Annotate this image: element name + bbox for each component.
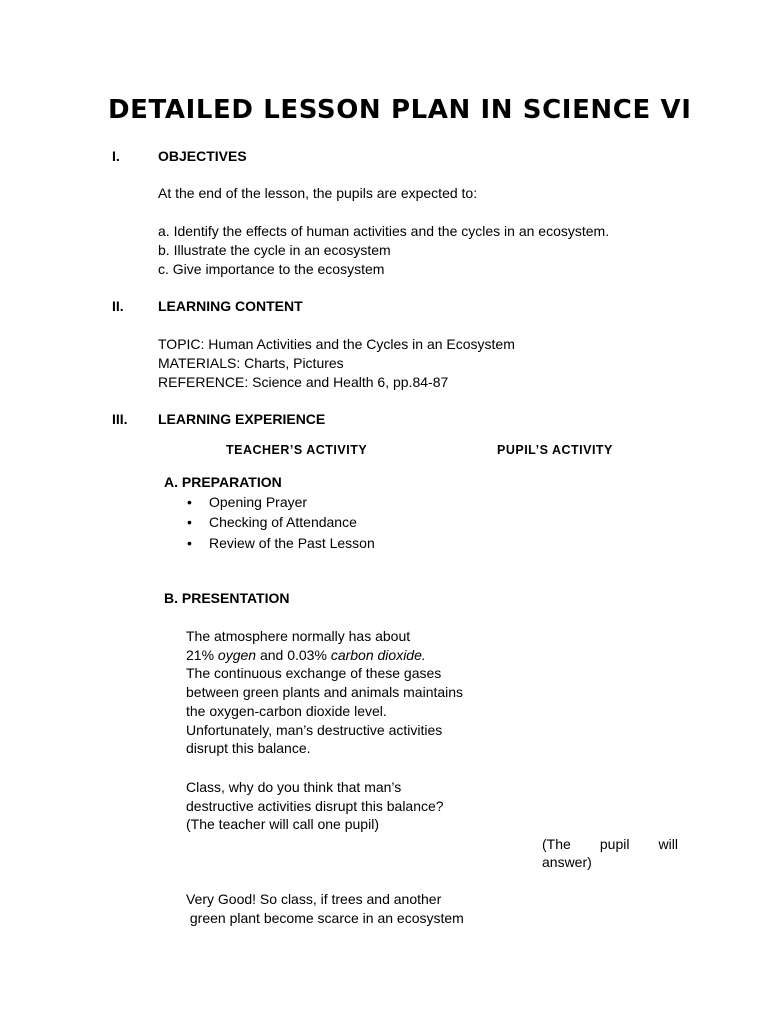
preparation-item: Opening Prayer bbox=[209, 494, 308, 510]
para3-line: green plant become scarce in an ecosystem bbox=[186, 909, 464, 926]
teacher-activity-column-header: TEACHER’S ACTIVITY bbox=[226, 443, 368, 457]
objective-item-a: a. Identify the effects of human activities and the cycles in an ecosystem. bbox=[158, 223, 610, 239]
preparation-item: Checking of Attendance bbox=[209, 514, 357, 530]
pupil-answer-word: (The bbox=[542, 836, 571, 852]
section-heading-objectives: OBJECTIVES bbox=[158, 148, 247, 164]
presentation-paragraph-2 bbox=[186, 778, 476, 834]
pupil-answer-line-2: answer) bbox=[542, 854, 592, 870]
para1-line: disrupt this balance. bbox=[186, 740, 311, 757]
preparation-heading: A. PREPARATION bbox=[164, 474, 282, 490]
section-heading-experience: LEARNING EXPERIENCE bbox=[158, 411, 326, 427]
para1-line: the oxygen-carbon dioxide level. bbox=[186, 702, 387, 719]
pupil-activity-column-header: PUPIL’S ACTIVITY bbox=[497, 443, 613, 457]
content-topic: TOPIC: Human Activities and the Cycles in an Ecosystem bbox=[158, 336, 515, 352]
para2-line: destructive activities disrupt this balance? bbox=[186, 797, 444, 814]
para1-line: Unfortunately, man’s destructive activities bbox=[186, 721, 443, 738]
para1-line-gases bbox=[186, 646, 476, 665]
oxygen-term: oygen bbox=[217, 646, 257, 663]
presentation-heading: B. PRESENTATION bbox=[164, 590, 290, 606]
oxygen-percent: 21% bbox=[186, 646, 218, 663]
objectives-intro: At the end of the lesson, the pupils are expected to: bbox=[158, 185, 478, 201]
pupil-answer-word: pupil bbox=[599, 836, 630, 852]
presentation-paragraph-3 bbox=[186, 890, 476, 927]
content-reference: REFERENCE: Science and Health 6, pp.84-87 bbox=[158, 374, 449, 390]
objective-item-c: c. Give importance to the ecosystem bbox=[158, 261, 385, 277]
page-title: DETAILED LESSON PLAN IN SCIENCE VI bbox=[108, 95, 692, 125]
co2-term: carbon dioxide. bbox=[330, 646, 426, 663]
bullet-icon: • bbox=[187, 535, 192, 551]
presentation-paragraph-1 bbox=[186, 627, 476, 758]
objective-item-b: b. Illustrate the cycle in an ecosystem bbox=[158, 242, 391, 258]
pupil-answer-line-1 bbox=[542, 835, 678, 853]
section-number-experience: III. bbox=[112, 411, 128, 427]
pupil-answer-word: will bbox=[658, 836, 678, 852]
bullet-icon: • bbox=[187, 514, 192, 530]
preparation-item: Review of the Past Lesson bbox=[209, 535, 375, 551]
para2-line: (The teacher will call one pupil) bbox=[186, 816, 379, 833]
para3-line: Very Good! So class, if trees and another bbox=[186, 891, 442, 907]
section-heading-content: LEARNING CONTENT bbox=[158, 298, 303, 314]
para1-line: The continuous exchange of these gases bbox=[186, 665, 442, 682]
section-number-objectives: I. bbox=[112, 148, 120, 164]
para1-line: between green plants and animals maintains bbox=[186, 684, 464, 701]
para1-line: The atmosphere normally has about bbox=[186, 628, 411, 644]
content-materials: MATERIALS: Charts, Pictures bbox=[158, 355, 344, 371]
para2-line: Class, why do you think that man’s bbox=[186, 779, 402, 795]
co2-percent: and 0.03% bbox=[256, 646, 331, 663]
section-number-content: II. bbox=[112, 298, 124, 314]
pupil-answer bbox=[542, 835, 678, 871]
bullet-icon: • bbox=[187, 494, 192, 510]
